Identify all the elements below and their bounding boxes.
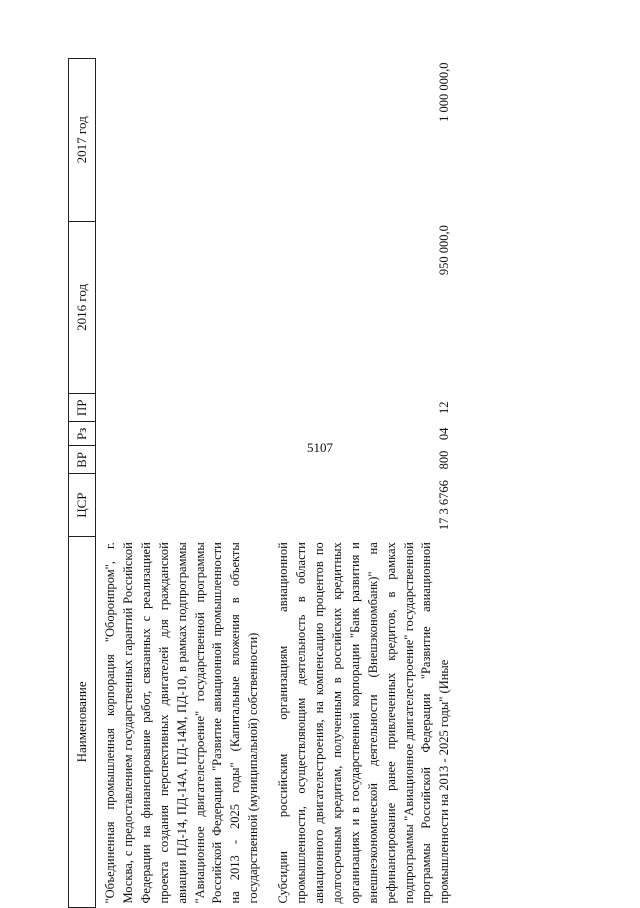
row-name: Субсидии российским организациям авиационной промышленности, осуществляющим деятельность в области авиационного двигателестроения, на компенсацию процентов по долгосрочным кредитам, полученным в российских кредитных организациях и в государственной корпорации "Банк развития и внешнеэкономической деятельности (Внешэкономбанк)" на рефинансирование ранее привлеченных кредитов, в рамках подпрограммы "Авиационное двигателестроение" государственной программы Российской Федерации "Развитие авиационной промышленности на 2013 - 2025 годы" (Иные	[276, 542, 452, 904]
row-2016	[96, 221, 272, 394]
row-pr	[96, 394, 272, 422]
row-vr	[96, 446, 272, 474]
table-body	[96, 59, 457, 908]
rotated-budget-table	[68, 58, 578, 908]
header-pr: ПР	[69, 394, 96, 422]
row-rz: 04	[437, 427, 452, 441]
row-csr: 17 3 6766	[437, 480, 452, 531]
header-rz: Рз	[69, 422, 96, 446]
header-csr: ЦСР	[69, 474, 96, 536]
header-2016: 2016 год	[69, 221, 96, 394]
table-row	[96, 59, 272, 908]
budget-table	[68, 58, 456, 908]
header-vr: ВР	[69, 446, 96, 474]
row-2016: 950 000,0	[437, 225, 452, 276]
header-name: Наименование	[69, 536, 96, 907]
page-number-text: 5107	[307, 440, 333, 455]
table-row	[271, 59, 456, 908]
table-header	[69, 59, 96, 908]
row-vr: 800	[437, 450, 452, 470]
row-pr: 12	[437, 401, 452, 415]
row-name: "Объединенная промышленная корпорация "Оборонпром", г. Москва, с предоставлением государственных гарантий Российской Федерации на финансирование работ, связанных с реализацией проекта создания перспективных двигателей для гражданской авиации ПД-14, ПД-14А, ПД-14М, ПД-10, в рамках подпрограммы "Авиационное двигателестроение" государственной программы Российской Федерации "Развитие авиационной промышленности на 2013 - 2025 годы" (Капитальные вложения в объекты государственной (муниципальной) собственности)	[103, 542, 261, 904]
row-rz	[96, 422, 272, 446]
row-2017: 1 000 000,0	[437, 62, 452, 122]
row-2017	[96, 59, 272, 222]
header-2017: 2017 год	[69, 59, 96, 222]
row-csr	[96, 474, 272, 536]
